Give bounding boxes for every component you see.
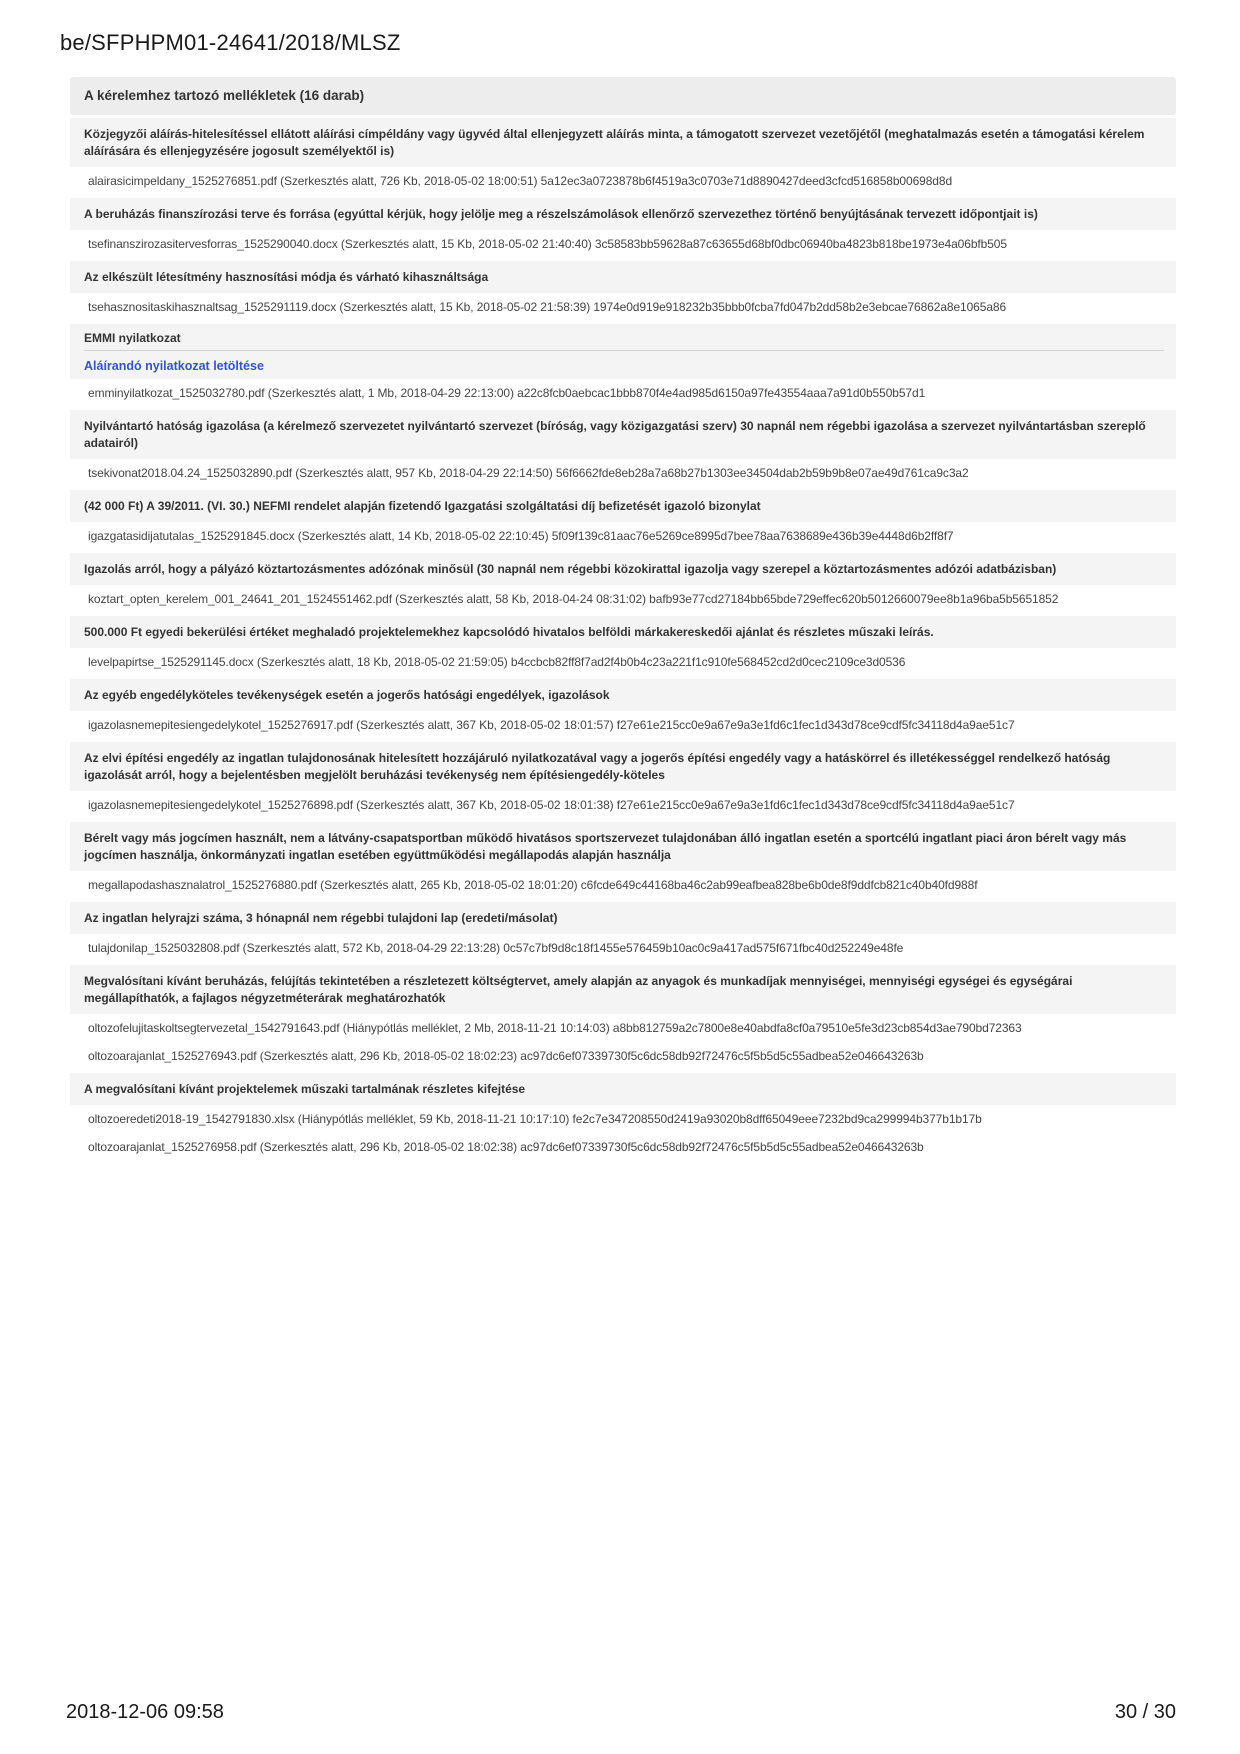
emmi-section-title: EMMI nyilatkozat xyxy=(84,331,1164,351)
attachment-section-title: Bérelt vagy más jogcímen használt, nem a látvány-csapatsportban működő hivatásos sportszervezet tulajdonában álló ingatlan esetén a sportcélú ingatlant piaci áron bérelt vagy más jogcímen használja, önkormányzati ingatlan esetében együttműködési megállapodás alapján használja xyxy=(70,822,1176,871)
attachment-section-title: Az elvi építési engedély az ingatlan tulajdonosának hitelesített hozzájáruló nyilatkozatával vagy a jogerős építési engedély vagy a hatáskörrel és illetékességgel rendelkező hatóság igazolását arról, hogy a bejelentésben megjelölt beruházási tevékenység nem építésiengedély-köteles xyxy=(70,742,1176,791)
emmi-section xyxy=(70,324,1176,379)
attachment-section-title: Az elkészült létesítmény hasznosítási módja és várható kihasználtsága xyxy=(70,261,1176,293)
attachments-panel xyxy=(70,77,1176,1161)
attachment-section-title: Nyilvántartó hatóság igazolása (a kérelmező szervezetet nyilvántartó szervezet (bíróság, vagy közigazgatási szerv) 30 napnál nem régebbi igazolása a szervezet nyilvántartásban szereplő adatairól) xyxy=(70,410,1176,459)
attachment-file: emminyilatkozat_1525032780.pdf (Szerkesztés alatt, 1 Mb, 2018-04-29 22:13:00) a22c8fcb0aebcac1bbb870f4e4ad985d6150a97fe43554aaa7a91d0b550b57d1 xyxy=(88,386,926,400)
attachment-section-title: A megvalósítani kívánt projektelemek műszaki tartalmának részletes kifejtése xyxy=(70,1073,1176,1105)
attachment-file: oltozoeredeti2018-19_1542791830.xlsx (Hiánypótlás melléklet, 59 Kb, 2018-11-21 10:17:10) fe2c7e347208550d2419a93020b8dff65049eee7232bd9ca299994b377b1b17b xyxy=(88,1112,982,1126)
footer-timestamp: 2018-12-06 09:58 xyxy=(66,1701,224,1723)
attachment-file: oltozofelujitaskoltsegtervezetal_1542791643.pdf (Hiánypótlás melléklet, 2 Mb, 2018-11-21 10:14:03) a8bb812759a2c7800e8e40abdfa8cf0a79510e5fe3d23cb854d3ae790bd72363 xyxy=(88,1021,1022,1035)
attachment-file: tsehasznositaskihasznaltsag_1525291119.docx (Szerkesztés alatt, 15 Kb, 2018-05-02 21:58:39) 1974e0d919e918232b35bbb0fcba7fd047b2dd58b2e3ebcae76862a8e1065a86 xyxy=(88,300,1007,314)
attachment-file: igazgatasidijatutalas_1525291845.docx (Szerkesztés alatt, 14 Kb, 2018-05-02 22:10:45) 5f09f139c81aac76e5269ce8995d7bee78aa7638689e436b39e4448d6b2ff8f7 xyxy=(88,529,954,543)
document-id: be/SFPHPM01-24641/2018/MLSZ xyxy=(60,30,401,55)
attachment-file: tulajdonilap_1525032808.pdf (Szerkesztés alatt, 572 Kb, 2018-04-29 22:13:28) 0c57c7bf9d8c18f1455e576459b10ac0c9a417ad575f671fbc40d252249e48fe xyxy=(88,941,904,955)
attachment-file: levelpapirtse_1525291145.docx (Szerkesztés alatt, 18 Kb, 2018-05-02 21:59:05) b4ccbcb82ff8f7ad2f4b0b4c23a221f1c910fe568452cd2d0cec2109ce3d0536 xyxy=(88,655,906,669)
attachment-file: tsekivonat2018.04.24_1525032890.pdf (Szerkesztés alatt, 957 Kb, 2018-04-29 22:14:50) 56f6662fde8eb28a7a68b27b1303ee34504dab2b59b9b8e07ae49d761ca9c3a2 xyxy=(88,466,969,480)
attachment-file: tsefinanszirozasitervesforras_1525290040.docx (Szerkesztés alatt, 15 Kb, 2018-05-02 21:40:40) 3c58583bb59628a87c63655d68bf0dbc06940ba4823b818be1973e4a06bfb505 xyxy=(88,237,1007,251)
attachment-section-title: (42 000 Ft) A 39/2011. (VI. 30.) NEFMI rendelet alapján fizetendő Igazgatási szolgáltatási díj befizetését igazoló bizonylat xyxy=(70,490,1176,522)
attachment-section-title: A beruházás finanszírozási terve és forrása (egyúttal kérjük, hogy jelölje meg a részelszámolások ellenőrző szervezethez történő benyújtásának tervezett időpontjait is) xyxy=(70,198,1176,230)
attachment-file: koztart_opten_kerelem_001_24641_201_1524551462.pdf (Szerkesztés alatt, 58 Kb, 2018-04-24 08:31:02) bafb93e77cd27184bb65bde729effec620b5012660079ee8b1a96ba5b5651852 xyxy=(88,592,1059,606)
attachment-section-title: 500.000 Ft egyedi bekerülési értéket meghaladó projektelemekhez kapcsolódó hivatalos belföldi márkakereskedői ajánlat és részletes műszaki leírás. xyxy=(70,616,1176,648)
attachment-file: oltozoarajanlat_1525276943.pdf (Szerkesztés alatt, 296 Kb, 2018-05-02 18:02:23) ac97dc6ef07339730f5c6dc58db92f72476c5f5b5d5c55adbea52e046643263b xyxy=(88,1049,924,1063)
attachment-section-title: Közjegyzői aláírás-hitelesítéssel ellátott aláírási címpéldány vagy ügyvéd által ellenjegyzett aláírás minta, a támogatott szervezet vezetőjétől (meghatalmazás esetén a támogatási kérelem aláírására és ellenjegyzésére jogosult személyektől is) xyxy=(70,118,1176,167)
attachment-section-title: Az ingatlan helyrajzi száma, 3 hónapnál nem régebbi tulajdoni lap (eredeti/másolat) xyxy=(70,902,1176,934)
footer-page-number: 30 / 30 xyxy=(1114,1701,1176,1723)
attachment-section-title: Az egyéb engedélyköteles tevékenységek esetén a jogerős hatósági engedélyek, igazolások xyxy=(70,679,1176,711)
attachment-section-title: Megvalósítani kívánt beruházás, felújítás tekintetében a részletezett költségtervet, amely alapján az anyagok és munkadíjak mennyiségei, mennyiségi egységei és egységárai megállapíthatók, a fajlagos négyzetméterárak meghatározhatók xyxy=(70,965,1176,1014)
attachment-file: alairasicimpeldany_1525276851.pdf (Szerkesztés alatt, 726 Kb, 2018-05-02 18:00:51) 5a12ec3a0723878b6f4519a3c0703e71d8890427deed3cfcd516858b00698d8d xyxy=(88,174,953,188)
attachment-file: oltozoarajanlat_1525276958.pdf (Szerkesztés alatt, 296 Kb, 2018-05-02 18:02:38) ac97dc6ef07339730f5c6dc58db92f72476c5f5b5d5c55adbea52e046643263b xyxy=(88,1140,924,1154)
download-declaration-link[interactable]: Aláírandó nyilatkozat letöltése xyxy=(84,359,264,373)
attachment-file: igazolasnemepitesiengedelykotel_1525276917.pdf (Szerkesztés alatt, 367 Kb, 2018-05-02 18:01:57) f27e61e215cc0e9a67e9a3e1fd6c1fec1d343d78ce9cdf5fc34118d4a9ae51c7 xyxy=(88,718,1015,732)
panel-title: A kérelemhez tartozó mellékletek (16 darab) xyxy=(70,77,1176,115)
attachment-file: megallapodashasznalatrol_1525276880.pdf (Szerkesztés alatt, 265 Kb, 2018-05-02 18:01:20) c6fcde649c44168ba46c2ab99eafbea828be6b0de8f9ddfcb821c40b40fd988f xyxy=(88,878,978,892)
attachment-sections xyxy=(70,118,1176,1161)
attachment-section-title: Igazolás arról, hogy a pályázó köztartozásmentes adózónak minősül (30 napnál nem régebbi közokirattal igazolja vagy szerepel a köztartozásmentes adózói adatbázisban) xyxy=(70,553,1176,585)
attachment-file: igazolasnemepitesiengedelykotel_1525276898.pdf (Szerkesztés alatt, 367 Kb, 2018-05-02 18:01:38) f27e61e215cc0e9a67e9a3e1fd6c1fec1d343d78ce9cdf5fc34118d4a9ae51c7 xyxy=(88,798,1015,812)
